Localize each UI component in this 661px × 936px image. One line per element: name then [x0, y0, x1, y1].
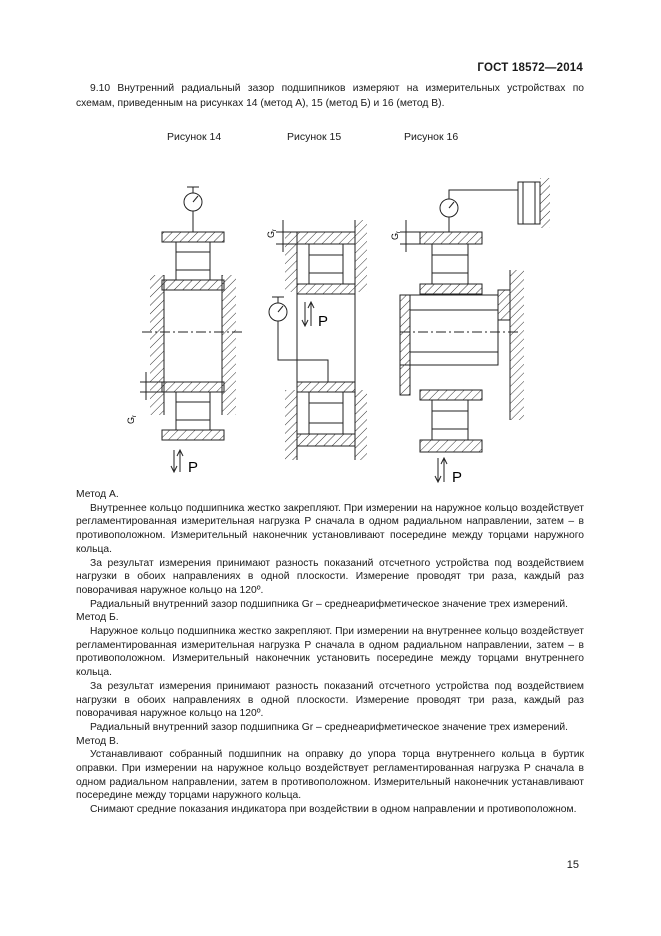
method-a-paragraph: Радиальный внутренний зазор подшипника Gr – среднеарифметическое значение трех измерений.: [90, 598, 568, 610]
method-a-paragraph: Внутреннее кольцо подшипника жестко закрепляют. При измерении на наружное кольцо воздействует регламентированная измерительная нагрузка P сначала в одном радиальном направлении, затем – в противоположном. Измерительный наконечник установливают посередине между торцами наружного кольца.: [76, 502, 584, 555]
figure-16-gap-label: $G_r$: [390, 230, 402, 240]
figure-15-drawing: [269, 220, 367, 460]
method-b-paragraph: За результат измерения принимают разность показаний отсчетного устройства под воздействием нагрузки в обоих направлениях в одной плоскости. Измерение проводят три раза, каждый раз поворачивая наружное кольцо на 120º.: [76, 680, 584, 720]
method-b-title: Метод Б.: [76, 612, 119, 624]
figure-15-gap-label: $G_r$: [266, 228, 278, 238]
figure-14-drawing: [140, 187, 242, 472]
figure-14-label: Рисунок 14: [167, 131, 222, 143]
figure-16-load-label: P: [452, 469, 463, 486]
gap-subscript: r: [272, 228, 278, 231]
document-header: ГОСТ 18572—2014: [477, 62, 583, 74]
figure-16-drawing: [400, 178, 550, 482]
intro-paragraph: 9.10 Внутренний радиальный зазор подшипников измеряют на измерительных устройствах по схемам, приведенным на рисунках 14 (метод А), 15 (метод Б) и 16 (метод В).: [76, 83, 584, 109]
method-b-paragraph: Наружное кольцо подшипника жестко закрепляют. При измерении на внутреннее кольцо воздействует регламентированная измерительная нагрузка P сначала в одном радиальном направлении, затем – в противоположном. Измерительный наконечник установить посередине между торцами внутреннего кольца.: [76, 626, 584, 679]
bearing-measurement-figures: [100, 160, 580, 490]
figure-16-label: Рисунок 16: [404, 131, 459, 143]
figure-15-label: Рисунок 15: [287, 131, 342, 143]
method-c-title: Метод В.: [76, 735, 119, 747]
method-c-paragraph: Устанавливают собранный подшипник на оправку до упора торца внутреннего кольца в буртик оправки. При измерении на наружное кольцо воздействует регламентированная нагрузка P сначала в одном радиальном направлении, затем в противоположном. Измерительный наконечник устанавливают посередине между торцами наружного кольца.: [76, 749, 584, 802]
method-c-paragraph: Снимают средние показания индикатора при воздействии в одном направлении и противоположном.: [90, 804, 577, 816]
methods-text: [76, 488, 584, 817]
method-a-paragraph: За результат измерения принимают разность показаний отсчетного устройства под воздействием нагрузки в обоих направлениях в одной плоскости. Измерение проводят три раза, каждый раз поворачивая наружное кольцо на 120º.: [76, 557, 584, 596]
method-b-paragraph: Радиальный внутренний зазор подшипника Gr – среднеарифметическое значение трех измерений.: [90, 721, 568, 733]
gap-subscript: r: [396, 230, 402, 233]
figure-15-load-label: P: [318, 313, 329, 330]
figure-14-gap-label: $G_r$: [126, 414, 138, 424]
gap-subscript: r: [132, 414, 138, 417]
method-a-title: Метод А.: [76, 489, 119, 500]
figure-14-load-label: P: [188, 459, 199, 476]
page-number: 15: [566, 859, 579, 871]
